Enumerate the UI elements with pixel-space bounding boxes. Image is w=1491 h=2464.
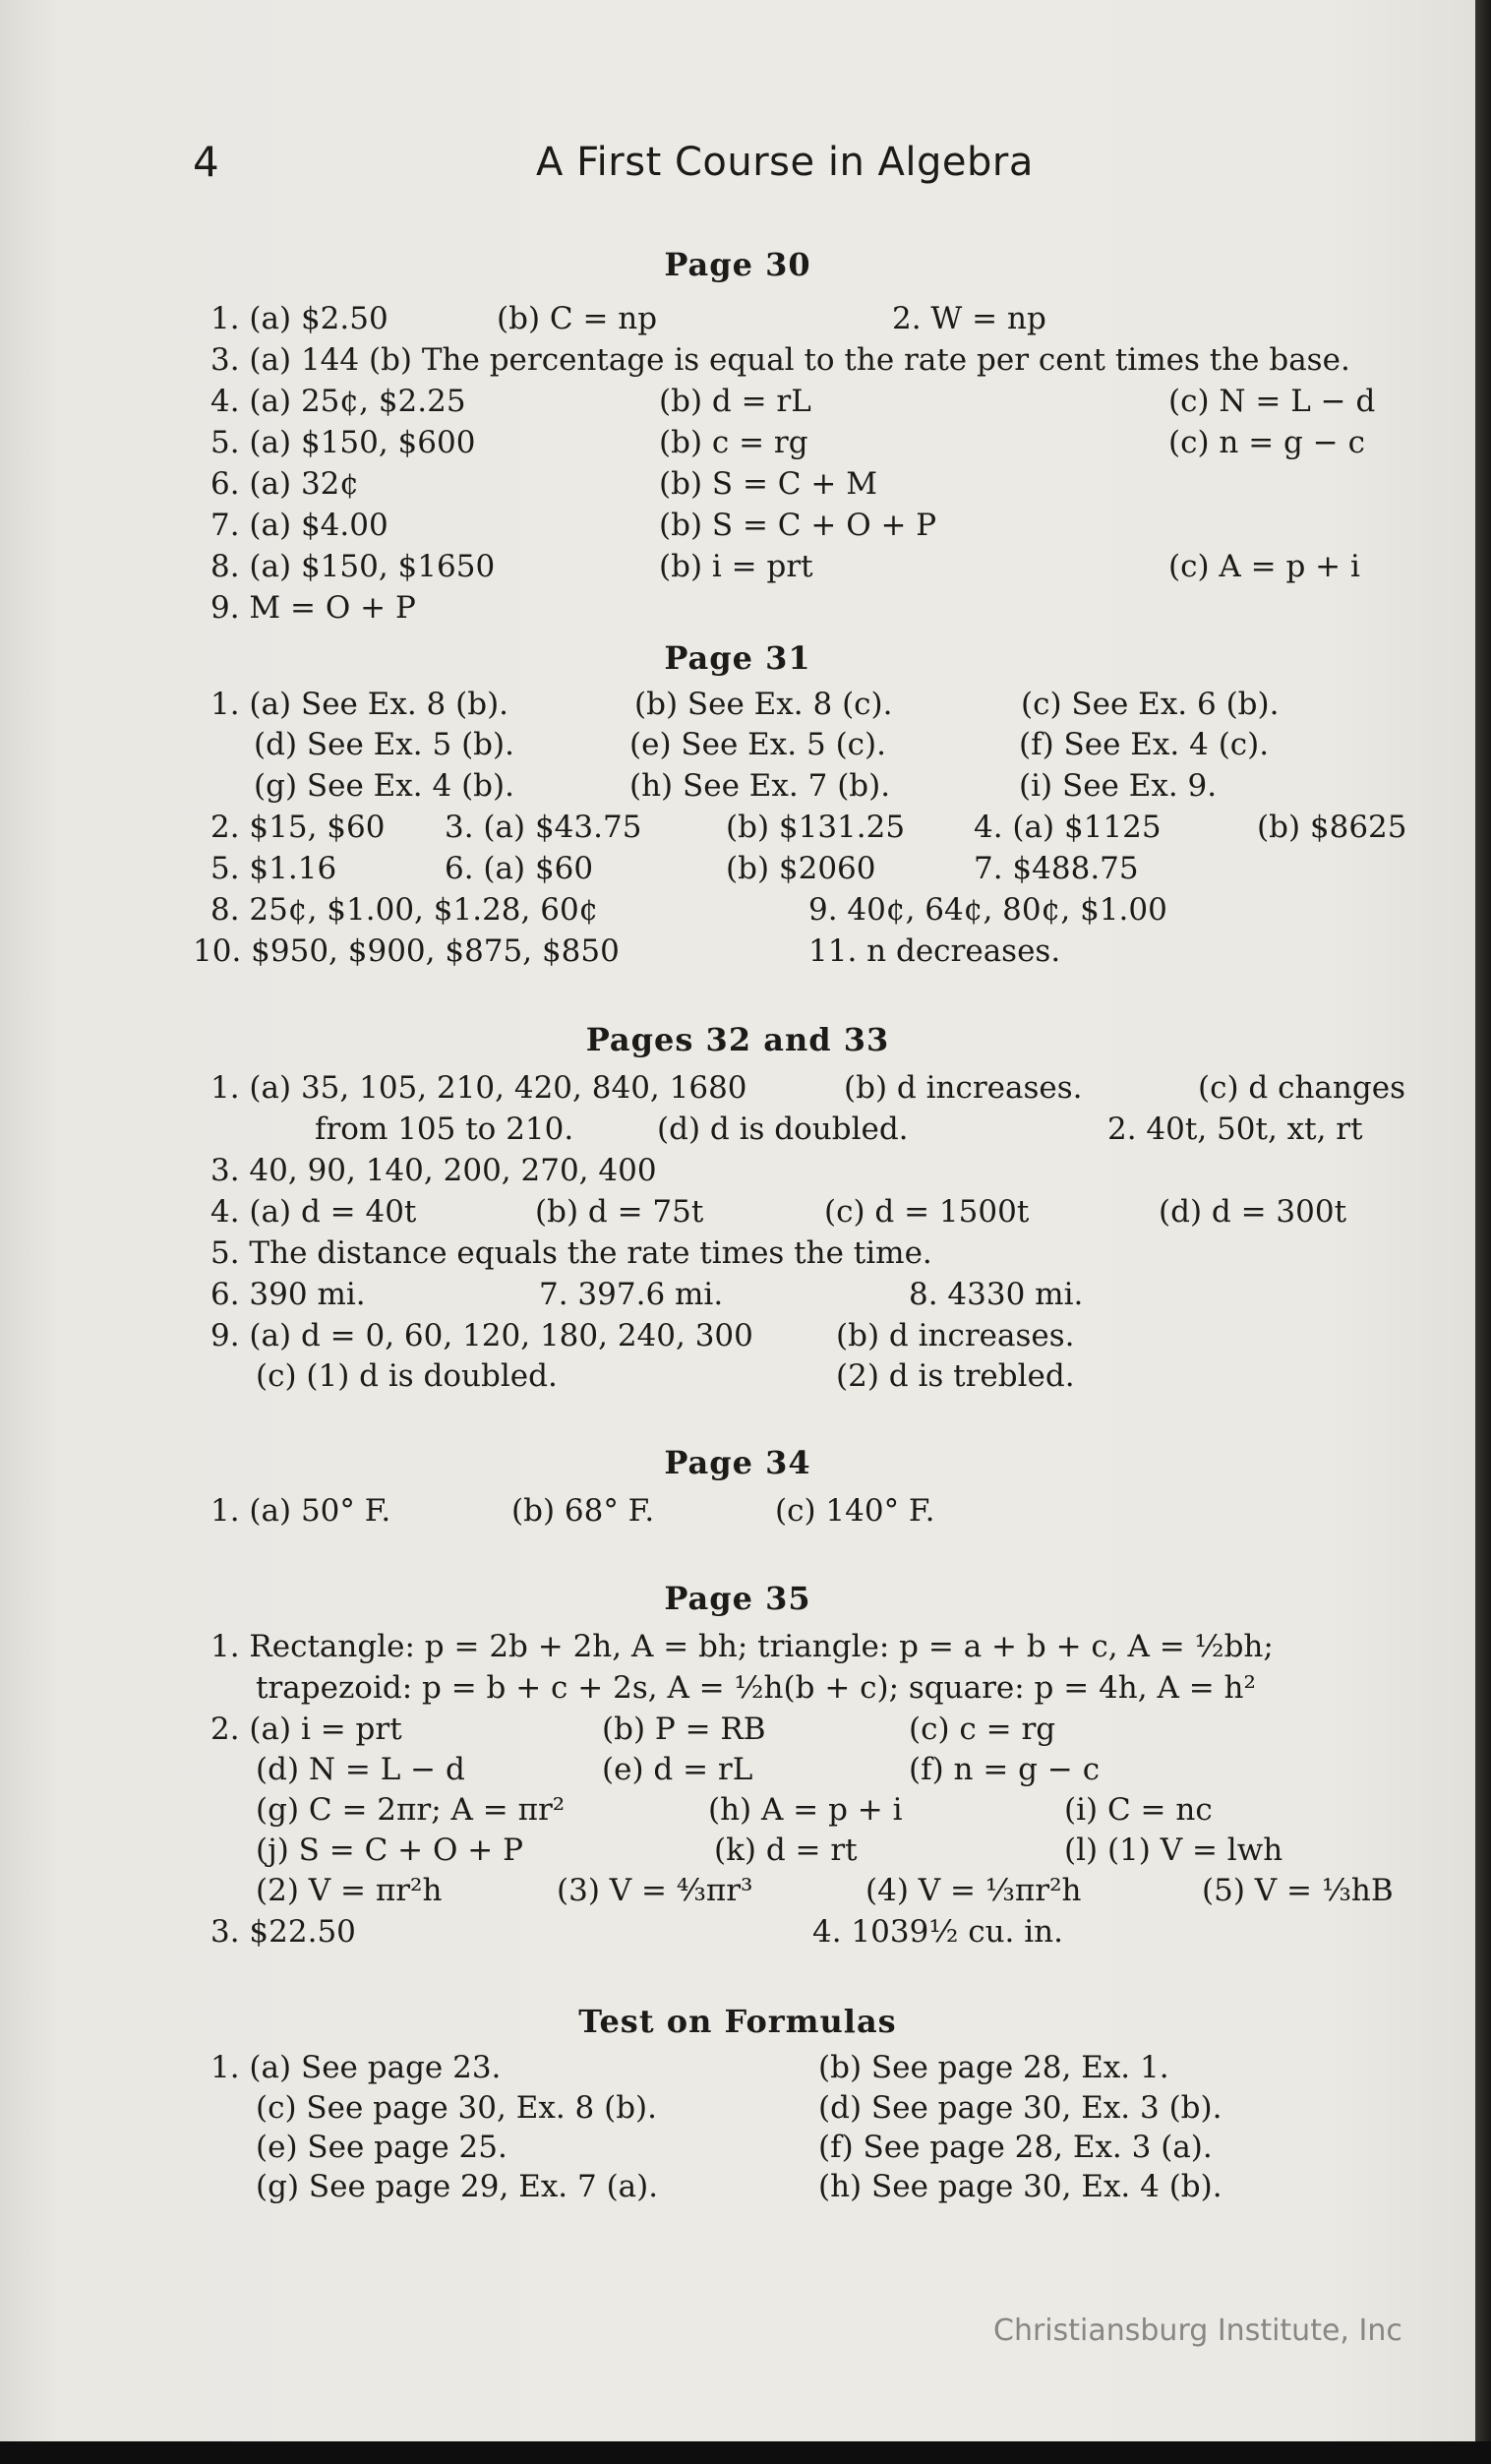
section-title-page-30: Page 30: [664, 246, 811, 283]
book-title: A First Course in Algebra: [536, 140, 1034, 185]
section-title-pages-32-33: Pages 32 and 33: [585, 1021, 890, 1058]
book-page: 4 A First Course in Algebra Page 30 1. (a) $2.50 (b) C = np 2. W = np 3. (a) 144 (b) The percentage is equal to the rate per cent times the base. 4. (a) 25¢, $2.25 (b) d = rL (c) N = L − d 5. (a) $150, $600 (b) c = rg (c) n = g − c 6. (a) 32¢ (b) S = C + M 7. (a) $4.00 (b) S = C + O + P 8. (a) $150, $1650 (b) i = prt (c) A = p + i 9. M = O + P Page 31 1. (a) See Ex. 8 (b). (b) See Ex. 8 (c). (c) See Ex. 6 (b). (d) See Ex. 5 (b). (e) See Ex. 5 (c). (f) See Ex. 4 (c). (g) See Ex. 4 (b). (h) See Ex. 7 (b). (i) See Ex. 9. 2. $15, $60 3. (a) $43.75 (b) $131.25 4. (a) $1125 (b) $8625 5. $1.16 6. (a) $60 (b) $2060 7. $488.75 8. 25¢, $1.00, $1.28, 60¢ 9. 40¢, 64¢, 80¢, $1.00 10. $950, $900, $875, $850 11. n decreases. Pages 32 and 33 1. (a) 35, 105, 210, 420, 840, 1680 (b) d increases. (c) d changes from 105 to 210. (d) d is doubled. 2. 40t, 50t, xt, rt 3. 40, 90, 140, 200, 270, 400 4. (a) d = 40t (b) d = 75t (c) d = 1500t (d) d = 300t 5. The distance equals the rate times the time. 6. 390 mi. 7. 397.6 mi. 8. 4330 mi. 9. (a) d = 0, 60, 120, 180, 240, 300 (b) d increases. (c) (1) d is doubled. (2) d is trebled. Page 34 1. (a) 50° F. (b) 68° F. (c) 140° F. Page 35 1. Rectangle: p = 2b + 2h, A = bh; triangle: p = a + b + c, A = ½bh; trapezoid: p = b + c + 2s, A = ½h(b + c); square: p = 4h, A = h² 2. (a) i = prt (b) P = RB (c) c = rg (d) N = L − d (e) d = rL (f) n = g − c (g) C = 2πr; A = πr² (h) A = p + i (i) C = nc (j) S = C + O + P (k) d = rt (l) (1) V = lwh (2) V = πr²h (3) V = ⁴⁄₃πr³ (4) V = ⅓πr²h (5) V = ⅓hB 3. $22.50 4. 1039½ cu. in. Test on Formulas 1. (a) See page 23. (b) See page 28, Ex. 1. (c) See page 30, Ex. 8 (b). (d) See page 30, Ex. 3 (b). (e) See page 25. (f) See page 28, Ex. 3 (a). (g) See page 29, Ex. 7 (a). (h) See page 30, Ex. 4 (b). Christiansburg Institute, Inc: [0, 0, 1475, 2441]
scan-border: [0, 2441, 1491, 2464]
section-title-page-35: Page 35: [664, 1580, 811, 1617]
watermark-text: Christiansburg Institute, Inc: [993, 2314, 1402, 2348]
page-header: [0, 138, 1475, 197]
page-number: 4: [193, 138, 219, 186]
section-title-test-on-formulas: Test on Formulas: [578, 2003, 897, 2040]
section-title-page-34: Page 34: [664, 1444, 811, 1481]
section-title-page-31: Page 31: [664, 639, 811, 677]
binding-edge: [1475, 0, 1491, 2464]
